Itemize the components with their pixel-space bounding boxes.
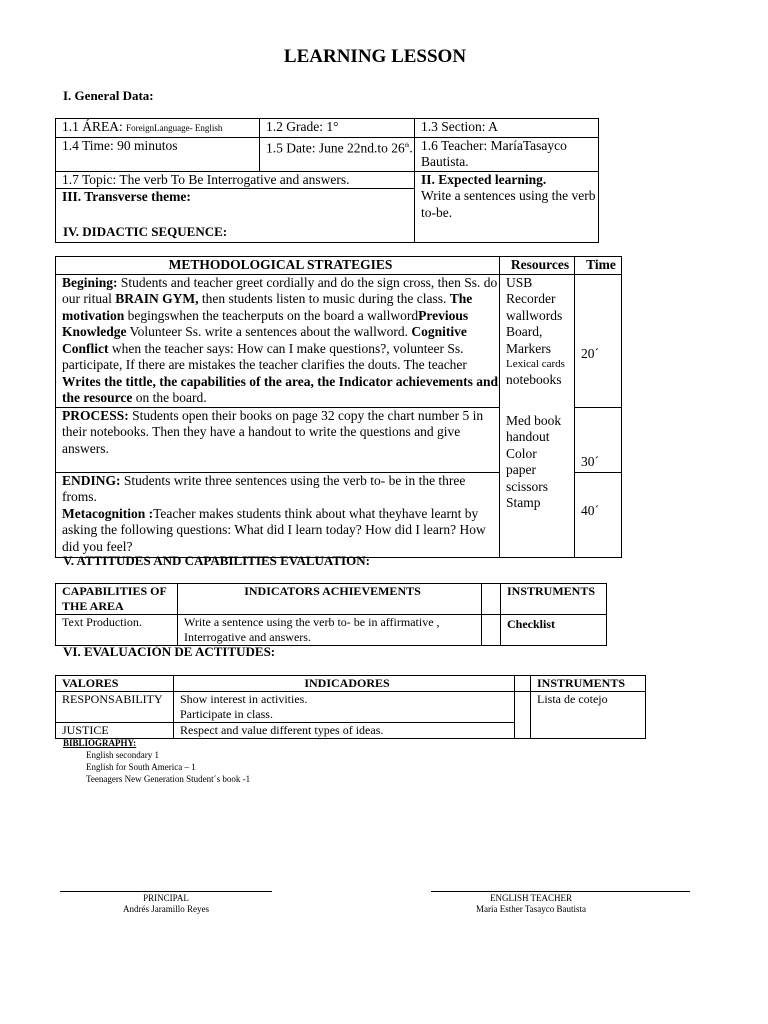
- resources-cell: [500, 274, 575, 557]
- resources-begin-list: [506, 275, 574, 358]
- ending-text: [62, 473, 493, 506]
- text-segment: BRAIN GYM,: [115, 291, 199, 306]
- principal-name: Andrés Jaramillo Reyes: [123, 904, 209, 914]
- metacognition-text: [62, 506, 493, 556]
- value-responsability: RESPONSABILITY: [56, 692, 174, 723]
- ending-section: [56, 473, 499, 556]
- resources-process-list: [506, 413, 574, 512]
- section-general-data: I. General Data:: [63, 88, 154, 103]
- time-beginning: 20´: [575, 274, 622, 407]
- resource-notebooks: notebooks: [506, 372, 562, 387]
- valores-header: VALORES: [56, 676, 174, 692]
- instruments-header-2: INSTRUMENTS: [531, 676, 646, 692]
- capabilities-header: CAPABILITIES OF THE AREA: [56, 584, 178, 615]
- instrument-value: Checklist: [501, 615, 607, 646]
- expected-learning-cell: [415, 171, 599, 243]
- attitudes-table: [55, 675, 646, 739]
- teacher-signature: [431, 893, 631, 915]
- text-segment: when the teacher says: How can I make questions?, volunteer Ss. participate, If there are mistakes the teacher clarifies the douts. The teacher: [62, 340, 467, 372]
- capability-value: Text Production.: [56, 615, 178, 646]
- text-segment: begingswhen the teacherputs on the board a wallword: [124, 307, 419, 323]
- bibliography-title: BIBLIOGRAPHY:: [63, 738, 137, 748]
- beginning-cell: [56, 274, 500, 407]
- list-item: Board,: [506, 324, 543, 339]
- indicators-responsability: Show interest in activities. Participate in class.: [174, 692, 515, 723]
- principal-role: PRINCIPAL: [143, 893, 189, 903]
- indicator-value: Write a sentence using the verb to- be in affirmative , Interrogative and answers.: [178, 615, 482, 646]
- col-resources-header: Resources: [500, 257, 575, 275]
- text-segment: The motivation: [62, 291, 473, 323]
- list-item: handout: [506, 429, 550, 444]
- capabilities-table: [55, 583, 607, 646]
- list-item: English secondary 1: [86, 750, 159, 760]
- list-item: Markers: [506, 340, 551, 356]
- text-segment: Begining:: [62, 274, 118, 290]
- text-segment: Cognitive Conflict: [62, 324, 467, 356]
- transverse-theme-cell: III. Transverse theme:: [56, 189, 415, 243]
- principal-signature: [60, 893, 272, 915]
- list-item: Color: [506, 445, 537, 461]
- text-segment: Students write three sentences using the verb to- be in the three froms.: [62, 472, 466, 504]
- instruments-header: INSTRUMENTS: [501, 584, 607, 615]
- didactic-sequence-table: [55, 256, 622, 558]
- text-segment: then students listen to music during the class.: [198, 291, 450, 306]
- list-item: paper: [506, 462, 536, 477]
- text-segment: ENDING:: [62, 472, 121, 488]
- text-segment: Volunteer Ss. write a sentences about the wallword.: [126, 324, 412, 339]
- time-process-ending: [575, 407, 622, 557]
- section-attitudes-capabilities: V. ATTITUDES AND CAPABILITIES EVALUATION:: [63, 553, 370, 568]
- list-item: scissors: [506, 478, 549, 494]
- section-didactic-sequence: IV. DIDACTIC SEQUENCE:: [63, 224, 228, 239]
- teacher-cell: 1.6 Teacher: MaríaTasayco Bautista.: [415, 137, 599, 171]
- value-justice: JUSTICE: [56, 723, 174, 739]
- expected-learning-title: II. Expected learning.: [421, 171, 547, 187]
- list-item: wallwords: [506, 307, 563, 323]
- process-ending-cell: [56, 407, 500, 557]
- list-item: Recorder: [506, 291, 556, 306]
- text-segment: Students and teacher greet cordially and do the sign cross, then Ss. do our ritual: [62, 274, 498, 306]
- time-cell: 1.4 Time: 90 minutos: [56, 137, 260, 171]
- teacher-role: ENGLISH TEACHER: [489, 893, 573, 903]
- list-item: English for South America – 1: [86, 762, 196, 772]
- time-process: 30´: [581, 453, 599, 469]
- time-ending: 40´: [581, 502, 599, 518]
- text-segment: Writes the tittle, the capabilities of the area, the Indicator achievements and the resource: [62, 373, 499, 405]
- text-segment: Students open their books on page 32 copy the chart number 5 in their notebooks. Then they have a handout to write the questions and give answers.: [62, 407, 484, 456]
- list-item: USB: [506, 274, 533, 290]
- topic-cell: 1.7 Topic: The verb To Be Interrogative and answers.: [56, 171, 415, 189]
- teacher-signature-line: [431, 891, 690, 892]
- resource-lexical-cards: Lexical cards: [506, 358, 565, 370]
- indicadores-header: INDICADORES: [174, 676, 515, 692]
- text-segment: on the board.: [132, 390, 207, 405]
- text-segment: PROCESS:: [62, 407, 129, 423]
- instrument-lista-cotejo: Lista de cotejo: [531, 692, 646, 739]
- section-cell: 1.3 Section: A: [415, 119, 599, 138]
- list-item: Stamp: [506, 495, 541, 510]
- text-segment: Metacognition :: [62, 505, 154, 521]
- expected-learning-text: Write a sentences using the verb to-be.: [421, 188, 596, 220]
- date-cell: 1.5 Date: June 22nd.to 26th.: [260, 137, 415, 171]
- area-cell: 1.1 ÁREA: ForeignLanguage- English: [56, 119, 260, 138]
- text-segment: Previous Knowledge: [62, 307, 469, 339]
- process-section: [56, 408, 499, 473]
- col-time-header: Time: [575, 257, 622, 275]
- text-segment: Teacher makes students think about what theyhave learnt by asking the following questions: What did I learn today? How did I learn? How did you feel?: [62, 505, 486, 554]
- principal-signature-line: [60, 891, 272, 892]
- col-strategies-header: METHODOLOGICAL STRATEGIES: [56, 257, 500, 275]
- list-item: Med book: [506, 412, 562, 428]
- bibliography-list: [86, 749, 250, 785]
- indicators-justice: Respect and value different types of ideas.: [174, 723, 515, 739]
- list-item: Teenagers New Generation Student´s book -1: [86, 774, 251, 784]
- indicators-header: INDICATORS ACHIEVEMENTS: [178, 584, 482, 615]
- page-title: LEARNING LESSON: [283, 46, 467, 67]
- grade-cell: 1.2 Grade: 1°: [260, 119, 415, 138]
- section-evaluacion-actitudes: VI. EVALUACIÓN DE ACTITUDES:: [63, 644, 276, 659]
- teacher-name: María Esther Tasayco Bautista: [476, 904, 586, 914]
